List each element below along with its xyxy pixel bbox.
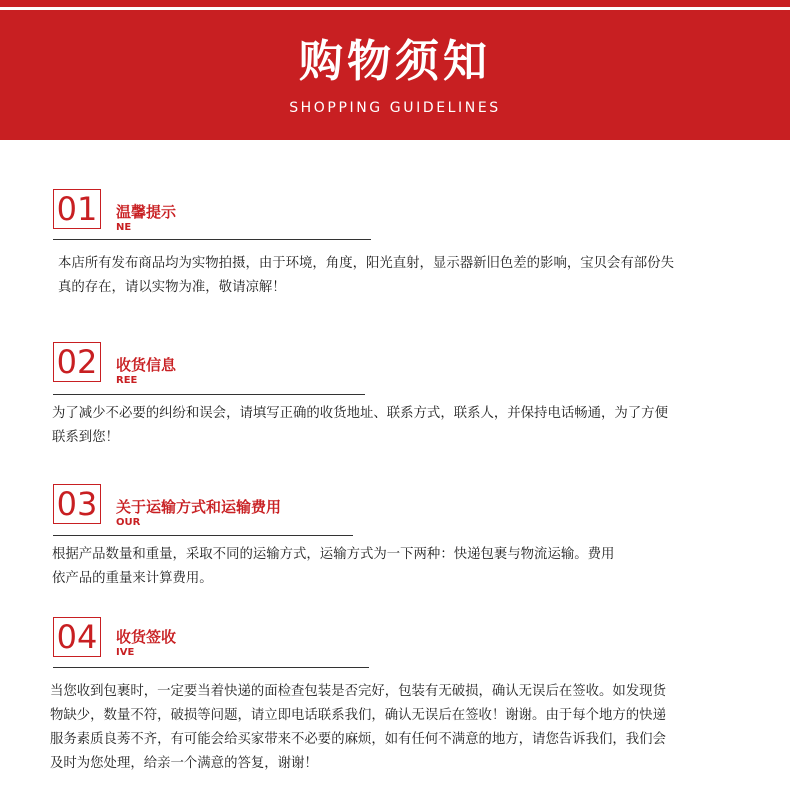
section-body-line: 当您收到包裹时，一定要当着快递的面检查包装是否完好，包装有无破损，确认无误后在签收。如发现货 (50, 684, 666, 699)
section-number-box: 02 (53, 342, 101, 382)
section-body-line: 服务素质良莠不齐，有可能会给买家带来不必要的麻烦，如有任何不满意的地方，请您告诉我们，我们会 (50, 732, 666, 747)
section-code: REE (116, 375, 138, 386)
section-number-box: 01 (53, 189, 101, 229)
section-title: 收货信息 (116, 356, 177, 374)
page-subtitle: SHOPPING GUIDELINES (289, 100, 501, 116)
section-number-box: 03 (53, 484, 101, 524)
section-body-line: 及时为您处理，给亲一个满意的答复，谢谢！ (50, 756, 318, 771)
section-body-line: 根据产品数量和重量，采取不同的运输方式，运输方式为一下两种：快递包裹与物流运输。费用 (52, 547, 615, 562)
section-body-line: 物缺少，数量不符，破损等问题，请立即电话联系我们，确认无误后在签收！谢谢。由于每个地方的快递 (50, 708, 666, 723)
page-title: 购物须知 (299, 36, 491, 87)
section-body-line: 本店所有发布商品均为实物拍摄，由于环境，角度，阳光直射，显示器新旧色差的影响，宝贝会有部份失 (58, 256, 674, 271)
section-body (52, 543, 614, 591)
header-banner (0, 0, 790, 140)
section-divider (53, 667, 369, 668)
section-title: 收货签收 (116, 628, 177, 646)
section-body-line: 依产品的重量来计算费用。 (52, 571, 213, 586)
section-body (52, 402, 668, 450)
section-divider (53, 239, 371, 240)
section-title: 关于运输方式和运输费用 (116, 498, 282, 516)
section-code: IVE (116, 647, 135, 658)
section-body-line: 真的存在，请以实物为准，敬请凉解！ (58, 280, 286, 295)
section-code: NE (116, 222, 132, 233)
banner-top-line (0, 7, 790, 10)
section-number-box: 04 (53, 617, 101, 657)
section-body-line: 为了减少不必要的纠纷和误会，请填写正确的收货地址、联系方式，联系人，并保持电话畅通，为了方便 (52, 406, 668, 421)
section-body-line: 联系到您！ (52, 430, 119, 445)
section-body (58, 252, 674, 300)
section-code: OUR (116, 517, 141, 528)
section-divider (53, 394, 365, 395)
section-divider (53, 535, 353, 536)
section-body (50, 680, 666, 776)
section-title: 温馨提示 (116, 203, 177, 221)
